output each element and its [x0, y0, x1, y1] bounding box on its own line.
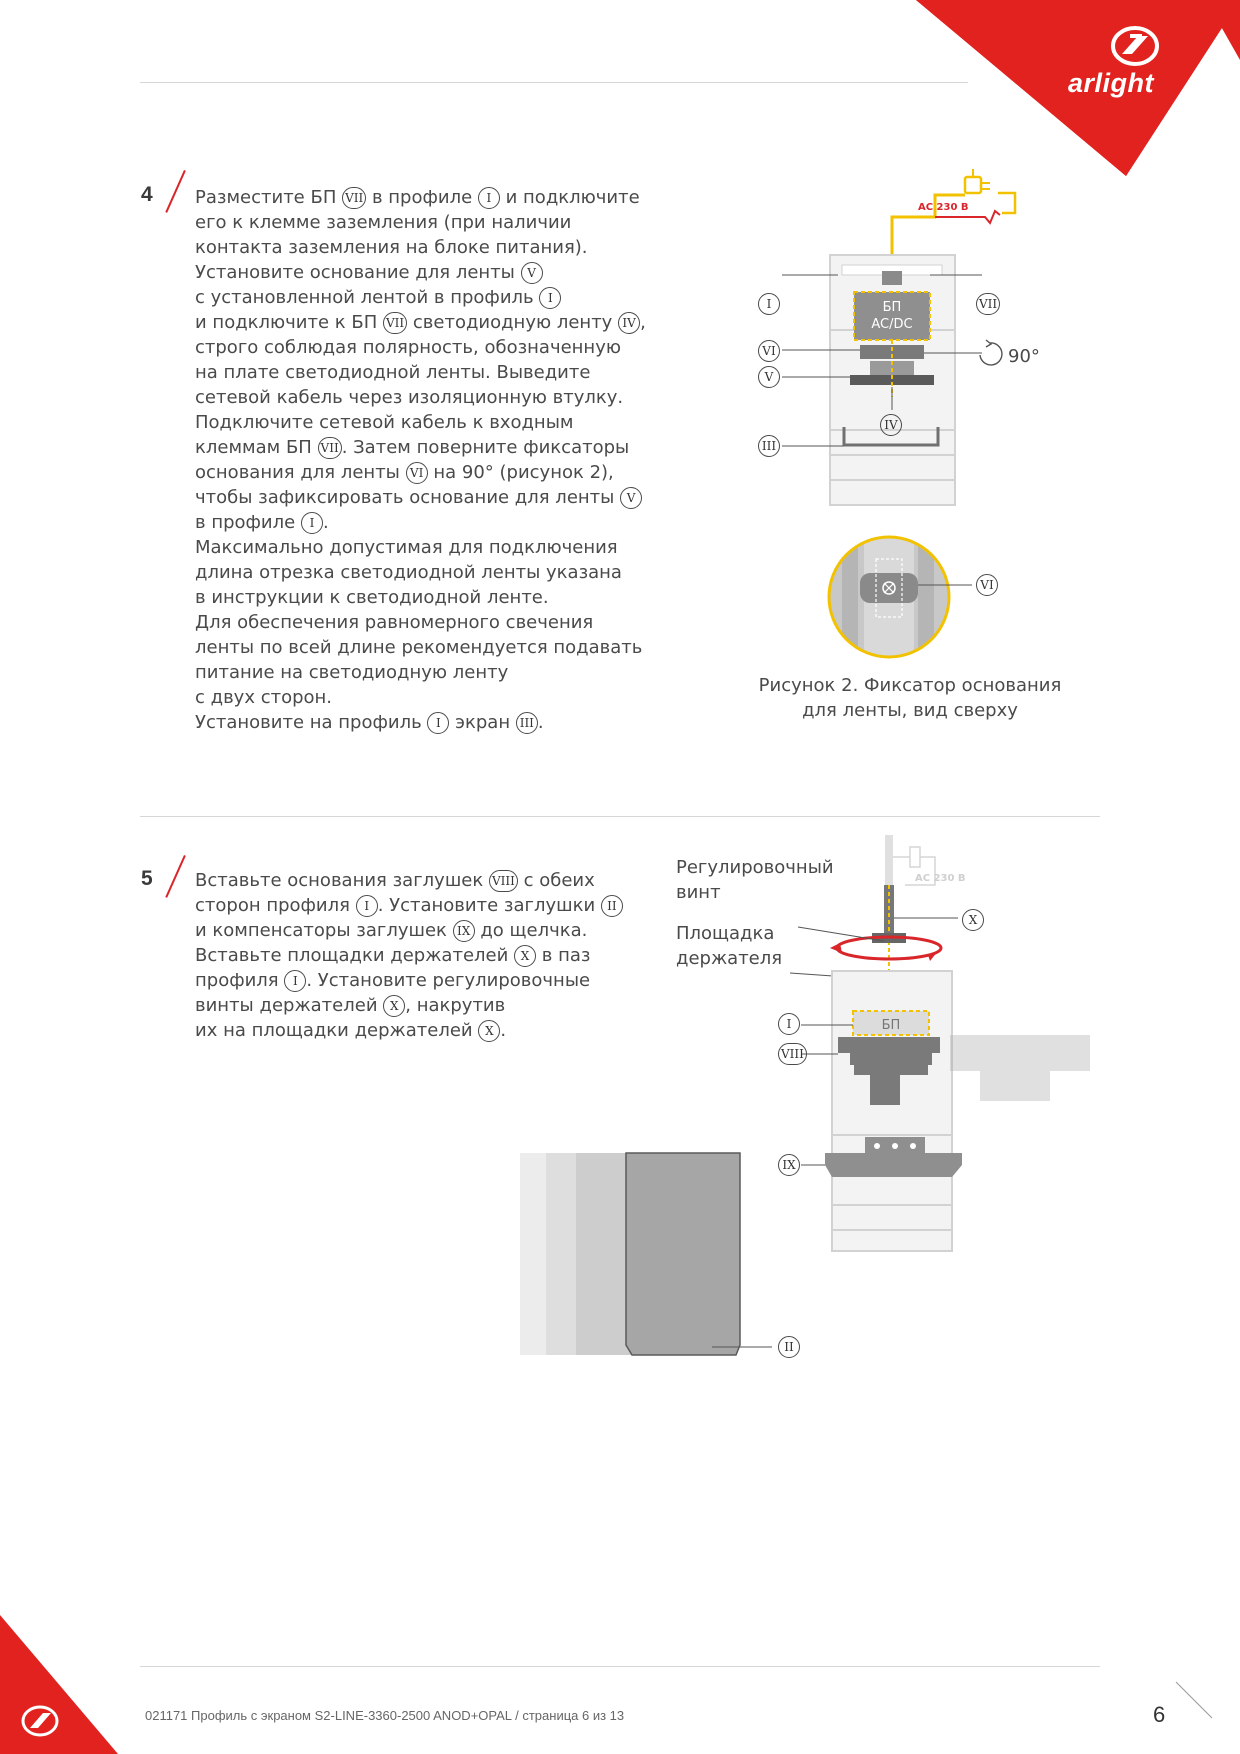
label-holder-pad: Площадка держателя	[676, 923, 783, 969]
text-run: контакта заземления на блоке питания).	[195, 237, 588, 258]
text-run: в профиле	[366, 187, 478, 208]
text-run: с обеих	[517, 870, 595, 891]
text-line	[195, 510, 646, 535]
fixator-detail-figure	[824, 531, 972, 665]
logo-wordmark: arlight	[1068, 68, 1155, 98]
text-run: в инструкции к светодиодной ленте.	[195, 587, 549, 608]
text-run: .	[500, 1020, 507, 1041]
text-run: , накрутив	[405, 995, 506, 1016]
marker-led-strip: IV	[880, 414, 902, 436]
roman-marker: I	[301, 512, 323, 534]
text-run: . Установите регулировочные	[306, 970, 591, 991]
text-run: Максимально допустимая для подключения	[195, 537, 618, 558]
text-line	[195, 360, 646, 385]
text-line	[195, 610, 646, 635]
marker-screen: III	[758, 435, 780, 457]
text-run: сторон профиля	[195, 895, 356, 916]
text-run: длина отрезка светодиодной ленты указана	[195, 562, 622, 583]
roman-marker: I	[427, 712, 449, 734]
text-line	[195, 285, 646, 310]
text-run: клеммам БП	[195, 437, 318, 458]
roman-marker: VI	[406, 462, 428, 484]
logo-mark-icon	[1108, 24, 1162, 68]
rotation-label: 90°	[1008, 346, 1040, 367]
text-line	[195, 460, 646, 485]
text-line	[195, 185, 646, 210]
text-run: чтобы зафиксировать основание для ленты	[195, 487, 621, 508]
text-run: ,	[640, 312, 646, 333]
marker-compensator: IX	[778, 1154, 800, 1176]
step4-text	[195, 185, 646, 735]
roman-marker: I	[478, 187, 500, 209]
text-line	[195, 335, 646, 360]
text-run: .	[537, 712, 544, 733]
text-line	[195, 560, 646, 585]
text-run: Установите основание для ленты	[195, 262, 521, 283]
text-run: его к клемме заземления (при наличии	[195, 212, 572, 233]
roman-marker: V	[521, 262, 543, 284]
text-run: на плате светодиодной ленты. Выведите	[195, 362, 591, 383]
marker-profile: I	[758, 293, 780, 315]
page-corner-line	[1174, 1680, 1214, 1720]
text-run: ленты по всей длине рекомендуется подавать	[195, 637, 643, 658]
psu-label-step5: БП	[881, 1018, 901, 1033]
step-slash	[165, 855, 186, 898]
label-adjusting-screw: Регулировочный винт	[676, 857, 834, 903]
marker-holder-pad: X	[962, 909, 984, 931]
text-run: .	[322, 512, 329, 533]
text-line	[195, 485, 646, 510]
marker-fixator: VI	[758, 340, 780, 362]
roman-marker: III	[516, 712, 538, 734]
text-line	[195, 310, 646, 335]
brand-corner-bottom	[0, 1615, 118, 1754]
text-run: в паз	[536, 945, 591, 966]
figure-caption	[740, 673, 1080, 723]
step5-assembly-figure	[517, 835, 1120, 1360]
text-run: с двух сторон.	[195, 687, 333, 708]
text-line	[195, 660, 646, 685]
roman-marker: X	[478, 1020, 500, 1042]
text-line	[195, 635, 646, 660]
text-line	[195, 535, 646, 560]
text-run: строго соблюдая полярность, обозначенную	[195, 337, 622, 358]
text-run: Разместите БП	[195, 187, 343, 208]
text-run: питание на светодиодную ленту	[195, 662, 509, 683]
roman-marker: VII	[342, 187, 366, 209]
text-run: в профиле	[195, 512, 301, 533]
caption-line-1: Рисунок 2. Фиксатор основания	[758, 675, 1062, 696]
roman-marker: V	[620, 487, 642, 509]
step-number: 5	[141, 867, 153, 890]
roman-marker: IX	[453, 920, 475, 942]
ac-label: AC 230 B	[918, 202, 969, 213]
roman-marker: VII	[383, 312, 407, 334]
psu-label: БП	[882, 300, 902, 315]
text-run: Вставьте основания заглушек	[195, 870, 489, 891]
section-divider	[140, 816, 1100, 817]
text-run: сетевой кабель через изоляционную втулку.	[195, 387, 624, 408]
roman-marker: X	[514, 945, 536, 967]
text-run: и подключите к БП	[195, 312, 383, 333]
text-run: до щелчка.	[474, 920, 588, 941]
brand-logo	[1058, 22, 1218, 112]
text-line	[195, 210, 646, 235]
roman-marker: II	[601, 895, 623, 917]
text-run: Подключите сетевой кабель к входным	[195, 412, 574, 433]
step-number: 4	[141, 183, 153, 206]
text-run: их на площадки держателей	[195, 1020, 479, 1041]
roman-marker: VII	[318, 437, 342, 459]
text-run: Установите на профиль	[195, 712, 428, 733]
text-run: светодиодную ленту	[407, 312, 619, 333]
text-run: с установленной лентой в профиль	[195, 287, 540, 308]
text-line	[195, 435, 646, 460]
ac-label-faded: AC 230 B	[915, 873, 966, 884]
marker-profile-step5: I	[778, 1013, 800, 1035]
text-run: и подключите	[499, 187, 640, 208]
text-run: . Затем поверните фиксаторы	[341, 437, 630, 458]
text-run: на 90° (рисунок 2),	[427, 462, 614, 483]
roman-marker: X	[383, 995, 405, 1017]
step-slash	[165, 170, 186, 213]
roman-marker: I	[539, 287, 561, 309]
marker-end-cap: II	[778, 1336, 800, 1358]
text-run: винты держателей	[195, 995, 384, 1016]
text-line	[195, 710, 646, 735]
psu-label-2: AC/DC	[871, 317, 913, 332]
roman-marker: I	[284, 970, 306, 992]
text-run: Вставьте площадки держателей	[195, 945, 515, 966]
marker-fixator-detail: VI	[976, 574, 998, 596]
text-run: Для обеспечения равномерного свечения	[195, 612, 594, 633]
text-run: профиля	[195, 970, 285, 991]
roman-marker: VIII	[489, 870, 518, 892]
caption-line-2: для ленты, вид сверху	[802, 700, 1018, 721]
text-line	[195, 260, 646, 285]
text-line	[195, 235, 646, 260]
footer-text: 021171 Профиль с экраном S2-LINE-3360-2500 ANOD+OPAL / страница 6 из 13	[145, 1708, 625, 1723]
roman-marker: I	[356, 895, 378, 917]
text-run: и компенсаторы заглушек	[195, 920, 453, 941]
text-run: основания для ленты	[195, 462, 406, 483]
text-run: экран	[449, 712, 516, 733]
text-line	[195, 585, 646, 610]
page-number: 6	[1153, 1702, 1166, 1727]
text-line	[195, 385, 646, 410]
text-line	[195, 410, 646, 435]
marker-end-cap-base: VIII	[778, 1043, 807, 1065]
roman-marker: IV	[618, 312, 640, 334]
step4-profile-figure	[750, 165, 1050, 510]
top-divider	[140, 82, 968, 83]
text-run: . Установите заглушки	[377, 895, 601, 916]
footer-divider	[140, 1666, 1100, 1667]
text-line	[195, 685, 646, 710]
marker-base: V	[758, 366, 780, 388]
marker-psu: VII	[976, 293, 1000, 315]
